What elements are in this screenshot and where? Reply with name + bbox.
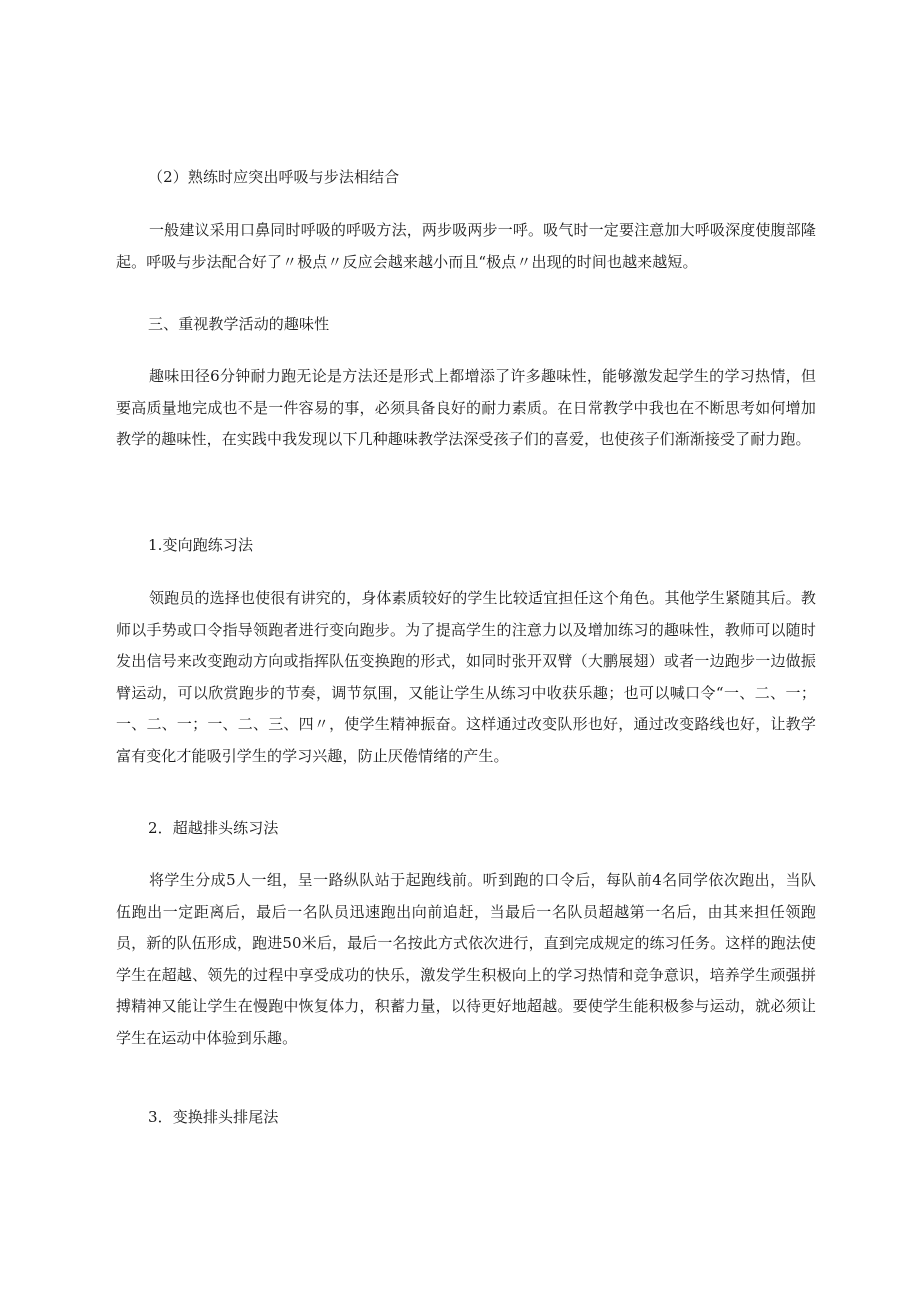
paragraph-breathing: 一般建议采用口鼻同时呼吸的呼吸方法，两步吸两步一呼。吸气时一定要注意加大呼吸深度使腹部隆起。呼吸与步法配合好了〃极点〃反应会越来越小而且“极点〃出现的时间也越来越短。: [116, 221, 816, 271]
method-2-title: 2．超越排头练习法: [148, 819, 279, 837]
subheading-breathing: （2）熟练时应突出呼吸与步法相结合: [148, 168, 400, 186]
method-2-paragraph: 将学生分成5人一组，呈一路纵队站于起跑线前。听到跑的口令后，每队前4名同学依次跑出，当队伍跑出一定距离后，最后一名队员迅速跑出向前追赶，当最后一名队员超越第一名后，由其来担任领跑员，新的队伍形成，跑进50米后，最后一名按此方式依次进行，直到完成规定的练习任务。这样的跑法使学生在超越、领先的过程中享受成功的快乐，激发学生积极向上的学习热情和竞争意识，培养学生顽强拼搏精神又能让学生在慢跑中恢复体力，积蓄力量，以待更好地超越。要使学生能积极参与运动，就必须让学生在运动中体验到乐趣。: [116, 871, 816, 1047]
section-three-title: 三、重视教学活动的趣味性: [148, 315, 330, 333]
method-3-title: 3．变换排头排尾法: [148, 1108, 279, 1126]
method-1-paragraph: 领跑员的选择也使很有讲究的，身体素质较好的学生比较适宜担任这个角色。其他学生紧随其后。教师以手势或口令指导领跑者进行变向跑步。为了提高学生的注意力以及增加练习的趣味性，教师可以随时发出信号来改变跑动方向或指挥队伍变换跑的形式，如同时张开双臂（大鹏展翅）或者一边跑步一边做振臂运动，可以欣赏跑步的节奏，调节氛围，又能让学生从练习中收获乐趣；也可以喊口令“一、二、一；一、二、一；一、二、三、四〃，使学生精神振奋。这样通过改变队形也好，通过改变路线也好，让教学富有变化才能吸引学生的学习兴趣，防止厌倦情绪的产生。: [116, 589, 816, 765]
method-1-title: 1.变向跑练习法: [148, 536, 254, 554]
paragraph-interest: 趣味田径6分钟耐力跑无论是方法还是形式上都增添了许多趣味性，能够激发起学生的学习热情，但要高质量地完成也不是一件容易的事，必须具备良好的耐力素质。在日常教学中我也在不断思考如何增加教学的趣味性，在实践中我发现以下几种趣味教学法深受孩子们的喜爱，也使孩子们渐渐接受了耐力跑。: [116, 367, 816, 448]
